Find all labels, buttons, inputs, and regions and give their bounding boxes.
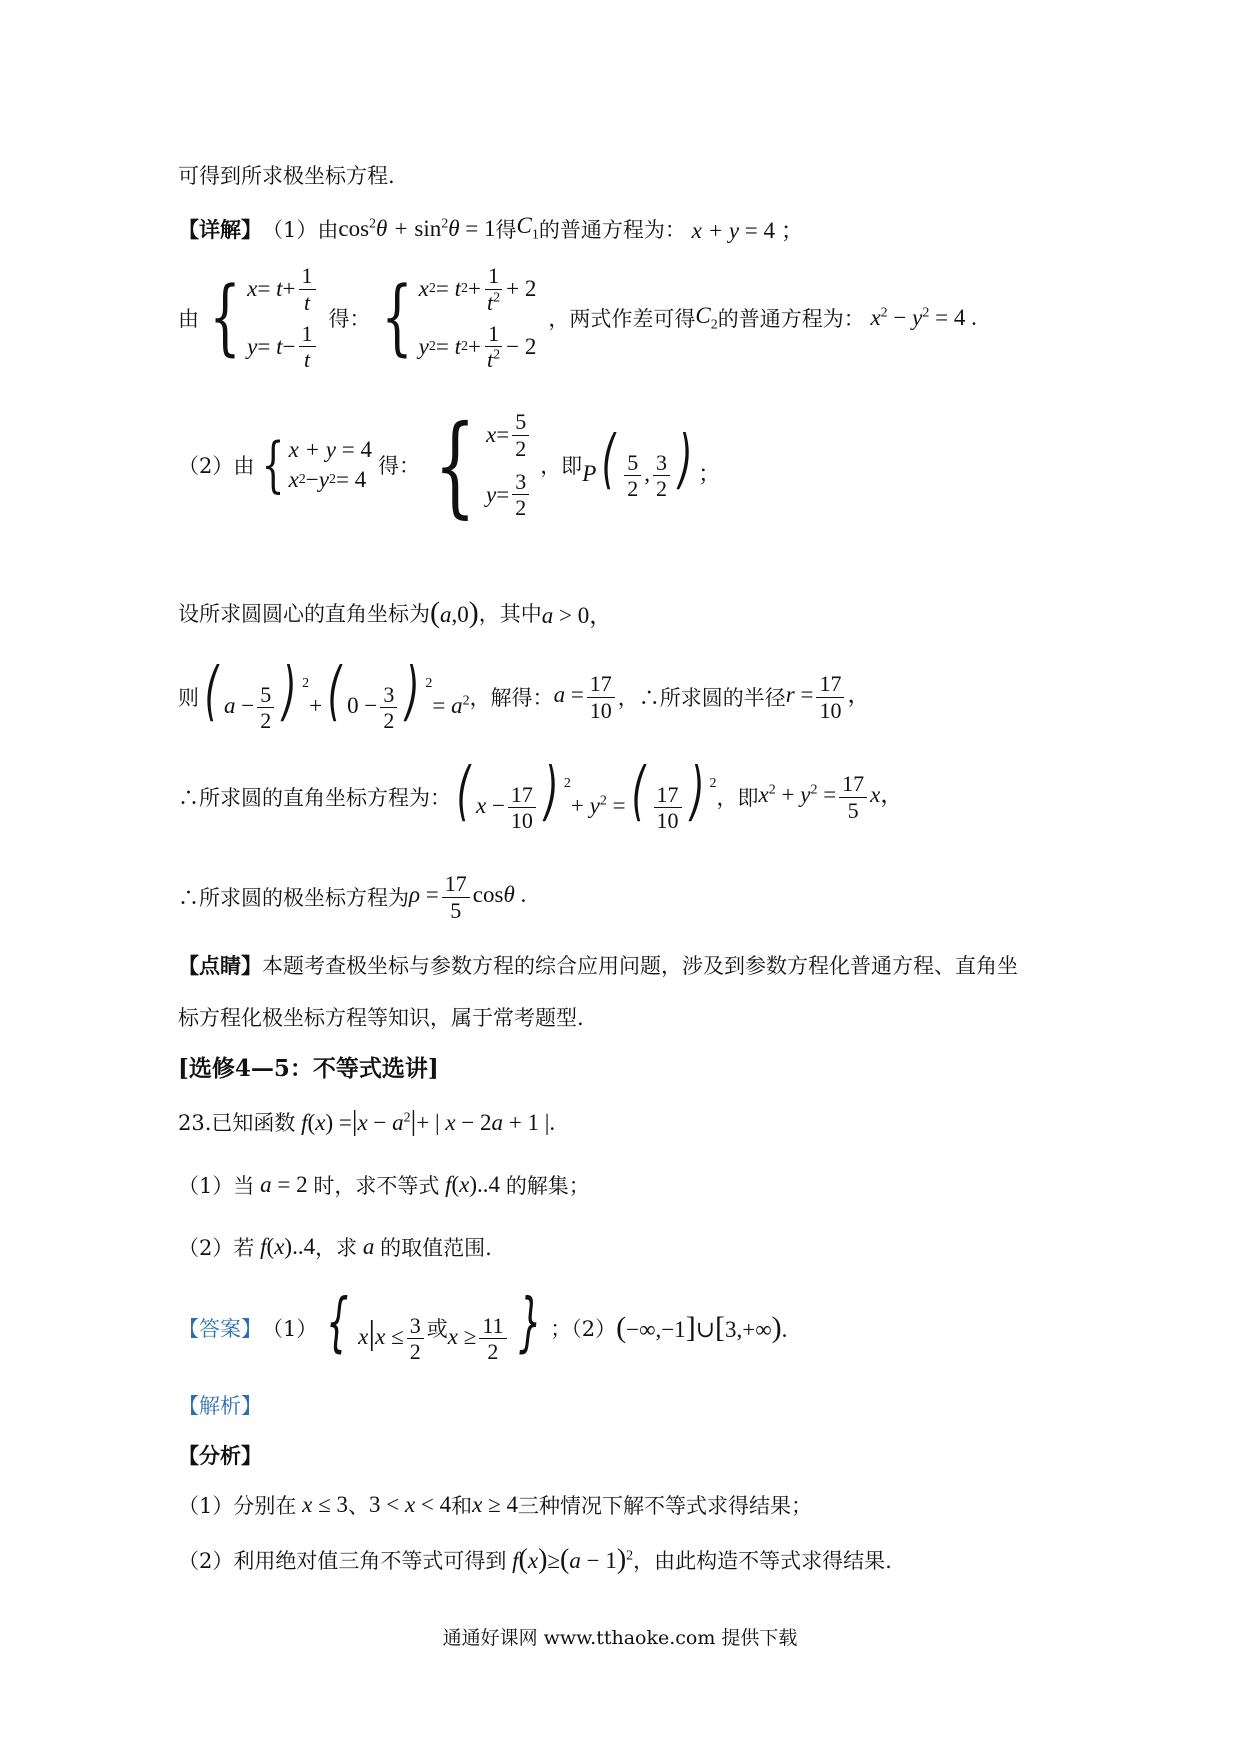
formula-case-1: x ≤ 3 bbox=[296, 1492, 348, 1517]
detail-tag: 【详解】 bbox=[178, 216, 262, 242]
answer-line: 【答案】 （1） { x|x ≤ $\frac{3}{2}$ 或 x ≥ $\frac{11}{2}$ } ；（2） (−∞,−1]∪[3,+∞). bbox=[178, 1286, 788, 1365]
text-line-1: 可得到所求极坐标方程. bbox=[178, 164, 395, 188]
formula-c1: $C_1$ bbox=[516, 213, 539, 243]
section-heading: [选修4—5：不等式选讲] bbox=[178, 1055, 439, 1082]
formula-trig-identity: $\cos^2\theta + \sin^2\theta = 1$ bbox=[338, 215, 496, 241]
detail-line-3: （2）由 { x + y = 4 x 2 − y 2 = 4 得： { x = $\frac{5}{2}$ y = $\frac{3}{2}$ ，即 P( $\frac{5}{2}$ , $\frac{3}{2}$ ) ； bbox=[178, 401, 721, 529]
formula-a-positive: a > 0， bbox=[541, 602, 613, 628]
formula-triangle-inequality: $f(x)\ge(a - 1)^2$ bbox=[506, 1544, 634, 1575]
formula-circle-polar: ρ = $\frac{17}{5}$ cosθ . bbox=[409, 871, 527, 923]
formula-intersection-solution: x = $\frac{5}{2}$ y = $\frac{3}{2}$ bbox=[486, 409, 532, 520]
formula-f-definition: $f(x) =|x - a^2|+$ | x − 2a + 1 |. bbox=[295, 1106, 556, 1137]
formula-circle-cartesian: ( x − $\frac{17}{10}$ ) $^2+ y^2$ =( $\frac{17}{10}$ ) $^2$ bbox=[456, 755, 717, 834]
detail-line-2: 由 { x = t + $\frac{1}{t}$ y = t − $\frac{1}{t}$ 得： { x 2 = t 2 + $\frac{1}{t^2}$ + 2 y 2 = t 2 + $\frac{1}{t^2}$ − 2 ，两式作差可得 $C_2$ 的普通方程为： $x^2 - y^2 = 4$ . bbox=[178, 263, 977, 373]
formula-inequality-2: f(x)..4 bbox=[254, 1234, 316, 1259]
detail-line-5: 则 ( a − $\frac{5}{2}$ ) $^2$+( 0 − $\frac{3}{2}$ ) $^2= a^2$ ，解得： a = $\frac{17}{10}$ ，∴所求圆的半径 r = $\frac{17}{10}$ ， bbox=[178, 655, 871, 734]
formula-a-var: a bbox=[357, 1234, 381, 1259]
formula-point-p: P( $\frac{5}{2}$ , $\frac{3}{2}$ ) ； bbox=[582, 423, 721, 502]
detail-line-7: ∴所求圆的极坐标方程为 ρ = $\frac{17}{5}$ cosθ . bbox=[178, 871, 527, 923]
formula-c2: $C_2$ bbox=[695, 302, 718, 333]
formula-inequality-1: f(x)..4 bbox=[439, 1172, 501, 1197]
detail-line-1: 【详解】 （1）由 $\cos^2\theta + \sin^2\theta = 1$ 得 $C_1$ 的普通方程为： x + y = 4 ； bbox=[178, 213, 804, 243]
analysis-tag: 【解析】 bbox=[178, 1394, 262, 1418]
formula-c2-result: $x^2 - y^2 = 4$ . bbox=[864, 305, 977, 330]
formula-radius-value: r = $\frac{17}{10}$ ， bbox=[785, 671, 871, 723]
formula-circle-expanded: $x^2 + y^2$ = $\frac{17}{5}$ x， bbox=[758, 771, 904, 823]
detail-line-4: 设所求圆圆心的直角坐标为 (a,0) ，其中 a > 0， bbox=[178, 596, 613, 629]
formula-c1-result: x + y = 4 ； bbox=[685, 218, 804, 243]
formula-answer-2: (−∞,−1]∪[3,+∞). bbox=[616, 1311, 788, 1344]
answer-tag: 【答案】 bbox=[178, 1317, 262, 1341]
question-23: 23.已知函数 $f(x) =|x - a^2|+$ | x − 2a + 1 |. bbox=[178, 1106, 556, 1137]
formula-a-value: a = $\frac{17}{10}$ bbox=[554, 671, 618, 723]
formula-case-2: 3 < x < 4 bbox=[368, 1492, 452, 1517]
formula-intersection-system: x + y = 4 x 2 − y 2 = 4 bbox=[288, 437, 372, 492]
breakdown-line-2: （2）利用绝对值三角不等式可得到 $f(x)\ge(a - 1)^2$ ，由此构造不等式求得结果. bbox=[178, 1544, 892, 1575]
formula-radius-equation: ( a − $\frac{5}{2}$ ) $^2$+( 0 − $\frac{3}{2}$ ) $^2= a^2$ bbox=[204, 655, 470, 734]
formula-center: (a,0) bbox=[430, 596, 479, 629]
comment-line-2: 标方程化极坐标方程等知识，属于常考题型. bbox=[178, 1006, 584, 1030]
detail-line-6: ∴所求圆的直角坐标方程为： ( x − $\frac{17}{10}$ ) $^2+ y^2$ =( $\frac{17}{10}$ ) $^2$ ，即 $x^2 + y^2$ = $\frac{17}{5}$ x， bbox=[178, 755, 904, 834]
breakdown-tag: 【分析】 bbox=[178, 1443, 262, 1468]
question-part-2: （2）若 f(x)..4 ，求 a 的取值范围. bbox=[178, 1234, 492, 1260]
page-footer: 通通好课网 www.tthaoke.com 提供下载 bbox=[442, 1627, 798, 1649]
formula-case-3: x ≥ 4 bbox=[472, 1492, 518, 1517]
comment-line-1: 【点睛】 本题考查极坐标与参数方程的综合应用问题，涉及到参数方程化普通方程、直角坐 bbox=[178, 950, 1018, 980]
breakdown-line-1: （1）分别在 x ≤ 3 、 3 < x < 4 和 x ≥ 4 三种情况下解不等式求得结果； bbox=[178, 1492, 812, 1518]
formula-answer-1: { x|x ≤ $\frac{3}{2}$ bbox=[317, 1291, 426, 1365]
formula-squared-system: x 2 = t 2 + $\frac{1}{t^2}$ + 2 y 2 = t 2 + $\frac{1}{t^2}$ − 2 bbox=[418, 263, 537, 373]
comment-tag: 【点睛】 bbox=[178, 953, 262, 978]
question-part-1: （1）当 a = 2 时，求不等式 f(x)..4 的解集； bbox=[178, 1172, 590, 1198]
formula-param-system: x = t + $\frac{1}{t}$ y = t − $\frac{1}{t}$ bbox=[247, 263, 318, 372]
formula-a-equals-2: a = 2 bbox=[254, 1172, 308, 1197]
